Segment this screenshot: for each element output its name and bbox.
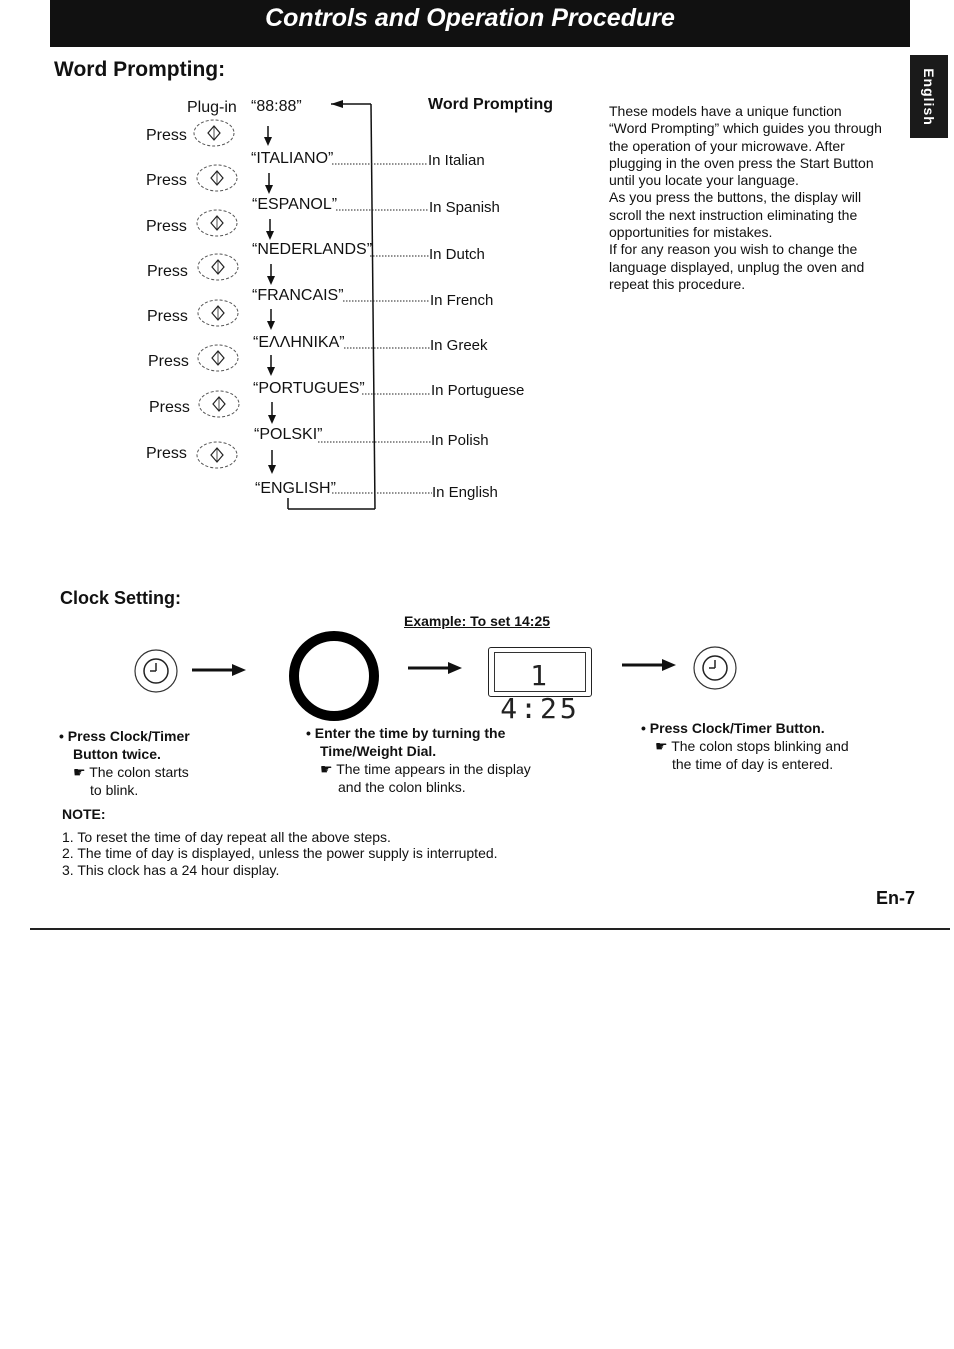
- clock-example-label: Example: To set 14:25: [404, 613, 551, 629]
- down-arrow-icon: [267, 264, 275, 285]
- step-title: Enter the time by turning the: [314, 725, 506, 741]
- language-label: In Italian: [428, 152, 485, 169]
- step-title: Press Clock/Timer Button.: [649, 720, 825, 736]
- clock-step-2: [306, 724, 606, 796]
- down-arrow-icon: [264, 126, 272, 146]
- start-button-icon: [198, 345, 238, 371]
- bullet: •: [59, 728, 64, 744]
- notes-section: [62, 806, 498, 878]
- display-word: “NEDERLANDS”: [252, 241, 373, 258]
- page-title: Controls and Operation Procedure: [265, 4, 675, 32]
- step-note: The colon stops blinking and: [671, 738, 849, 754]
- loop-vertical-line: [371, 104, 375, 509]
- start-button-icon: [198, 300, 238, 326]
- down-arrow-icon: [265, 173, 273, 194]
- footer-divider: [30, 928, 950, 930]
- description-line: plugging in the oven press the Start Button: [609, 154, 874, 171]
- step-note: The time appears in the display: [336, 761, 531, 777]
- word-prompting-description: [609, 103, 899, 293]
- step-title: Button twice.: [73, 746, 161, 762]
- bullet: •: [306, 725, 311, 741]
- language-label: In Dutch: [429, 246, 485, 263]
- language-label: In English: [432, 484, 498, 501]
- step-title: Press Clock/Timer: [67, 728, 190, 744]
- language-label: In Polish: [431, 432, 489, 449]
- display-word: “FRANCAIS”: [252, 287, 344, 304]
- word-prompting-column-heading: Word Prompting: [428, 96, 554, 113]
- pointing-hand-icon: ☛: [655, 738, 668, 754]
- description-line: opportunities for mistakes.: [609, 224, 773, 241]
- clock-diagram: [0, 620, 954, 730]
- start-button-icon: [197, 165, 237, 191]
- start-button-icon: [199, 391, 239, 417]
- display-word: “PORTUGUES”: [253, 380, 365, 397]
- language-label: In Spanish: [429, 199, 500, 216]
- bullet: •: [641, 720, 646, 736]
- display-panel: [488, 647, 592, 725]
- description-line: until you locate your language.: [609, 172, 799, 189]
- display-value: 1 4:25: [500, 659, 580, 725]
- note-item: 3. This clock has a 24 hour display.: [62, 861, 280, 878]
- clock-timer-button-icon: [694, 647, 736, 689]
- press-label: Press: [146, 127, 187, 144]
- press-label: Press: [146, 445, 187, 462]
- description-line: As you press the buttons, the display will: [609, 189, 862, 206]
- time-weight-dial-icon: [294, 636, 374, 716]
- down-arrow-icon: [266, 219, 274, 240]
- down-arrow-icon: [268, 402, 276, 424]
- page-number: En-7: [876, 888, 916, 908]
- press-label: Press: [147, 263, 188, 280]
- down-arrow-icon: [267, 355, 275, 376]
- pointing-hand-icon: ☛: [73, 764, 86, 780]
- initial-display: “88:88”: [251, 98, 302, 115]
- display-screen: [494, 652, 586, 725]
- pointing-hand-icon: ☛: [320, 761, 333, 777]
- step-note: and the colon blinks.: [338, 779, 466, 795]
- language-label: In Portuguese: [431, 382, 525, 399]
- note-item: 1. To reset the time of day repeat all the above steps.: [62, 828, 391, 845]
- press-label: Press: [149, 399, 190, 416]
- notes-heading: NOTE:: [62, 806, 106, 822]
- start-buttons: [194, 120, 239, 468]
- description-line: the operation of your microwave. After: [609, 137, 845, 154]
- clock-step-1: [59, 727, 289, 799]
- description-line: If for any reason you wish to change the: [609, 241, 858, 258]
- step-note: to blink.: [90, 782, 139, 798]
- loop-arrowhead: [331, 100, 343, 108]
- arrow-right-icon: [622, 659, 676, 671]
- language-label: In French: [430, 292, 494, 309]
- display-word: “ENGLISH”: [255, 480, 336, 497]
- down-arrow-icon: [268, 450, 276, 474]
- clock-step-3: [641, 719, 901, 773]
- press-label: Press: [148, 353, 189, 370]
- display-word: “EΛΛΗNIKA”: [253, 334, 345, 351]
- plugin-label: Plug-in: [187, 99, 237, 116]
- step-title: Time/Weight Dial.: [320, 743, 437, 759]
- description-line: scroll the next instruction eliminating the: [609, 206, 858, 223]
- start-button-icon: [197, 442, 237, 468]
- step-note: The colon starts: [89, 764, 189, 780]
- language-tab-label: English: [921, 67, 937, 126]
- press-label: Press: [146, 218, 187, 235]
- display-word: “POLSKI”: [254, 426, 323, 443]
- description-line: “Word Prompting” which guides you through: [609, 120, 882, 137]
- display-word: “ITALIANO”: [251, 150, 334, 167]
- start-button-icon: [198, 254, 238, 280]
- press-label: Press: [147, 308, 188, 325]
- start-button-icon: [194, 120, 234, 146]
- note-item: 2. The time of day is displayed, unless the power supply is interrupted.: [62, 845, 498, 861]
- step-note: the time of day is entered.: [672, 756, 834, 772]
- arrow-right-icon: [408, 662, 462, 674]
- display-word: “ESPANOL”: [252, 196, 338, 213]
- description-line: language displayed, unplug the oven and: [609, 258, 865, 275]
- press-label: Press: [146, 172, 187, 189]
- clock-timer-button-icon: [135, 650, 177, 692]
- clock-setting-heading: Clock Setting:: [60, 588, 182, 608]
- description-line: repeat this procedure.: [609, 275, 746, 292]
- down-arrow-icon: [267, 309, 275, 330]
- arrow-right-icon: [192, 664, 246, 676]
- description-line: These models have a unique function: [609, 103, 842, 119]
- start-button-icon: [197, 210, 237, 236]
- language-label: In Greek: [430, 337, 488, 354]
- word-prompting-heading: Word Prompting:: [54, 58, 226, 81]
